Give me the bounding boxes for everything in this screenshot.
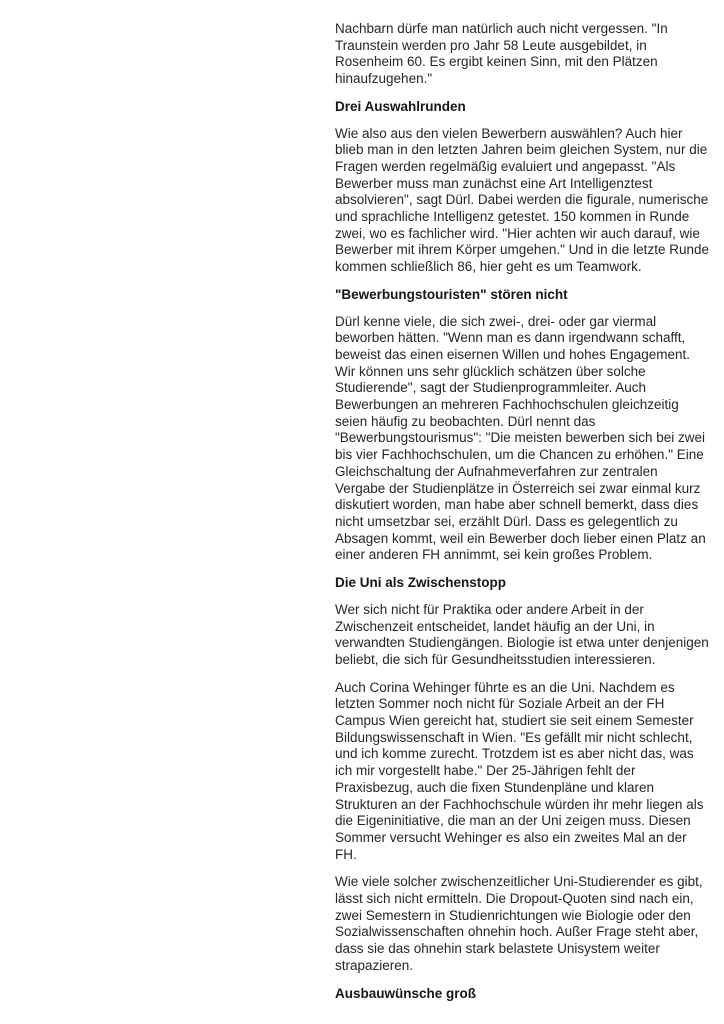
- article-paragraph: Nachbarn dürfe man natürlich auch nicht vergessen. "In Traunstein werden pro Jahr 58 Leute ausgebildet, in Rosenheim 60. Es ergibt keinen Sinn, mit den Plätzen hinaufzugehen.": [335, 21, 668, 87]
- section-heading-bewerbungstouristen: "Bewerbungstouristen" stören nicht: [335, 286, 568, 302]
- article-paragraph: Dürl kenne viele, die sich zwei-, drei- oder gar viermal beworben hätten. "Wenn man es dann irgendwann schafft, beweist das einen eisernen Willen und hohes Engagement. Wir können uns sehr glücklich schätzen über solche Studierende", sagt der Studienprogrammleiter. Auch Bewerbungen an mehreren Fachhochschulen gleichzeitig seien häufig zu beobachten. Dürl nennt das "Bewerbungstourismus": "Die meisten bewerben sich bei zwei bis vier Fachhochschulen, um die Chancen zu erhöhen." Eine Gleichschaltung der Aufnahmeverfahren zur zentralen Vergabe der Studienplätze in Österreich sei zwar einmal kurz diskutiert worden, man habe aber schnell bemerkt, dass dies nicht umsetzbar sei, erzählt Dürl. Dass es gelegentlich zu Absagen kommt, weil ein Bewerber doch lieber einen Platz an einer anderen FH annimmt, sei kein großes Problem.: [335, 313, 706, 563]
- article-column: [335, 21, 711, 1012]
- section-heading-ausbauwuensche: Ausbauwünsche groß: [335, 985, 477, 1001]
- section-heading-drei-auswahlrunden: Drei Auswahlrunden: [335, 98, 466, 114]
- article-paragraph: Wie viele solcher zwischenzeitlicher Uni-Studierender es gibt, lässt sich nicht ermitteln. Die Dropout-Quoten sind nach ein, zwei Semestern in Studienrichtungen wie Biologie oder den Sozialwissenschaften ohnehin hoch. Außer Frage steht aber, dass sie das ohnehin stark belastete Unisystem weiter strapazieren.: [335, 874, 703, 973]
- article-paragraph: Wer sich nicht für Praktika oder andere Arbeit in der Zwischenzeit entscheidet, landet häufig an der Uni, in verwandten Studiengängen. Biologie ist etwa unter denjenigen beliebt, die sich für Gesundheitsstudien interessieren.: [335, 601, 709, 667]
- article-paragraph: Wie also aus den vielen Bewerbern auswählen? Auch hier blieb man in den letzten Jahren beim gleichen System, nur die Fragen werden regelmäßig evaluiert und angepasst. "Als Bewerber muss man zunächst eine Art Intelligenztest absolvieren", sagt Dürl. Dabei werden die figurale, numerische und sprachliche Intelligenz getestet. 150 kommen in Runde zwei, wo es fachlicher wird. "Hier achten wir auch darauf, wie Bewerber mit ihrem Körper umgehen." Und in die letzte Runde kommen schließlich 86, hier geht es um Teamwork.: [335, 125, 709, 275]
- section-heading-uni-als-zwischenstopp: Die Uni als Zwischenstopp: [335, 575, 507, 591]
- article-paragraph: Auch Corina Wehinger führte es an die Uni. Nachdem es letzten Sommer noch nicht für Soziale Arbeit an der FH Campus Wien gereicht hat, studiert sie seit einem Semester Bildungswissenschaft in Wien. "Es gefällt mir nicht schlecht, und ich komme zurecht. Trotzdem ist es aber nicht das, was ich mir vorgestellt habe." Der 25-Jährigen fehlt der Praxisbezug, auch die fixen Stundenpläne und klaren Strukturen an der Fachhochschule würden ihr mehr liegen als die Eigeninitiative, die man an der Uni zeigen muss. Diesen Sommer versucht Wehinger es also ein zweites Mal an der FH.: [335, 679, 704, 862]
